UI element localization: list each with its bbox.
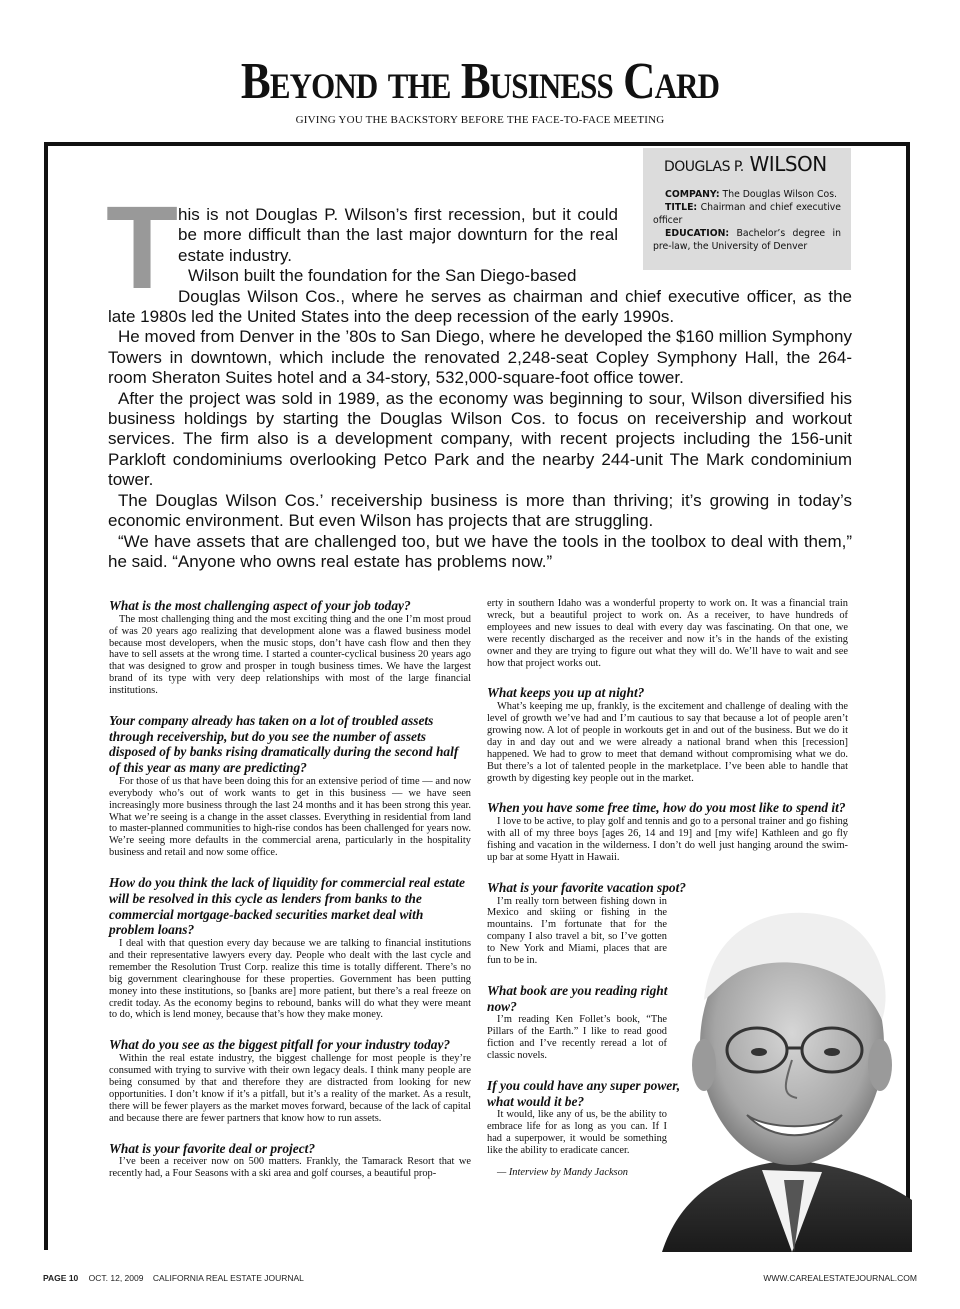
masthead-tagline: GIVING YOU THE BACKSTORY BEFORE THE FACE-TO-FACE MEETING (295, 114, 665, 126)
answer: Within the real estate industry, the biggest challenge for most people is they’re consumed with trying to survive with their own legacy deals. I think many people are being consumed by that and therefore they are distracted from looking for new opportunities. I don’t know if it’s a pitfall, but it’s a reality of the market. As a result, there will be fewer players as the market moves forward, because of the lack of capital and because there are fewer partners that know how to run assets. (109, 1053, 471, 1124)
profile-education: Bachelor’s degree in pre-law, the University of Denver (653, 228, 841, 252)
question: What keeps you up at night? (487, 685, 645, 701)
intro-paragraph: Douglas Wilson Cos., where he serves as chairman and chief executive officer, as the late 1980s led the United States into the deep recession of the early 1990s. (108, 286, 852, 327)
question: What do you see as the biggest pitfall for your industry today? (109, 1037, 451, 1053)
answer: I’ve been a receiver now on 500 matters. Frankly, the Tamarack Resort that we recently had, a Four Seasons with a ski area and golf courses, a beautiful prop- (109, 1156, 471, 1180)
profile-name: DOUGLAS P. WILSON (664, 152, 827, 176)
byline: — Interview by Mandy Jackson (497, 1167, 628, 1179)
intro-text (108, 205, 852, 572)
masthead (0, 52, 960, 126)
question: When you have some free time, how do you most like to spend it? (487, 800, 846, 816)
intro-paragraph: his is not Douglas P. Wilson’s first recession, but it could be more difficult than the last major downturn for the real estate industry. (178, 205, 618, 265)
portrait-photo (642, 880, 912, 1252)
question: What is your favorite vacation spot? (487, 879, 687, 895)
intro-paragraph: He moved from Denver in the ’80s to San Diego, where he developed the $160 million Symphony Towers in downtown, which include the renovated 2,248-seat Copley Symphony Hall, the 264-room Sheraton Suites hotel and a 34-story, 532,000-square-foot office tower. (108, 327, 852, 388)
issue-date: OCT. 12, 2009 (88, 1273, 144, 1283)
answer: For those of us that have been doing this for an extensive period of time — and now everybody who’s out of work wants to get in this business — we have seen increasingly more business through the last 24 months and it has been strong this year. What we’re seeing is a change in the asset classes. Everything in residential from land to master-planned communities to high-rise condos has been challenged for years now. We’re seeing more defaults in the commercial arena, particularly in the hospitality business and retail and now some office. (109, 775, 471, 859)
masthead-title: Beyond the Business Card (240, 53, 720, 110)
page-footer (43, 1273, 917, 1287)
question: If you could have any super power, what would it be? (487, 1077, 681, 1109)
answer: I’m really torn between fishing down in Mexico and skiing or fishing in the mountains. I’m fortunate that for the company I also travel a bit, so I’ve gotten to New York and Miami, places that are fun to be in. (487, 895, 667, 967)
profile-title: Chairman and chief executive officer (653, 202, 841, 226)
profile-company: The Douglas Wilson Cos. (722, 189, 838, 200)
intro-paragraph: “We have assets that are challenged too, but we have the tools in the toolbox to deal with them,” he said. “Anyone who owns real estate has problems now.” (108, 531, 852, 571)
question: Your company already has taken on a lot of troubled assets through receivership, but do you see the number of assets disposed of by banks rising dramatically during the second half of this year as many are predicting? (109, 713, 459, 776)
answer: The most challenging thing and the most exciting thing and the one I’m most proud of was 20 years ago realizing that development alone was a flawed business model because most developers, when the music stops, don’t have cash flow and then they have to sell assets at the wrong time. I started a counter-cyclical business 20 years ago that was designed to grow and prosper in tough business times. We have the largest brand of its type with very deep relationships with most of the large financial institutions. (109, 613, 471, 697)
answer: I love to be active, to play golf and tennis and go to a personal trainer and go fishing with all of my three boys [ages 26, 14 and 19] and [my wife] Kathleen and go fly fishing and vacation in the wilderness. I don’t do well just hanging around the swim-up bar at some Hyatt in Hawaii. (487, 816, 848, 863)
question: How do you think the lack of liquidity for commercial real estate will be resolved in this cycle as lenders from banks to the commercial mortgage-backed securities market deal with problem loans? (109, 875, 465, 938)
answer: I deal with that question every day because we are talking to financial institutions and their representative lawyers every day. People who dealt with the last cycle and remember the Resolution Trust Corp. realize this time is totally different. There’s no big government clearinghouse for these properties. Government has been putting money into these institutions, so [banks are] more patient, but there’s a real freeze on credit today. As the economy begins to rebound, banks will do what they were meant to do, which is lend money, because that’s how they make money. (109, 938, 471, 1021)
qa-column-left (109, 598, 471, 1196)
intro-paragraph: The Douglas Wilson Cos.’ receivership business is more than thriving; it’s growing in today’s economic environment. But even Wilson has projects that are struggling. (108, 490, 852, 531)
answer: I’m reading Ken Follet’s book, “The Pillars of the Earth.” I like to read good fiction and I’ve recently reread a lot of classic novels. (487, 1014, 667, 1062)
answer: erty in southern Idaho was a wonderful property to work on. It was a financial train wreck, but a beautiful project to work on. As a receiver, to have hundreds of employees and new issues to deal with every day was fascinating. On that one, we were recently discharged as the receiver and now it’s in the hands of the existing owner and they are trying to figure out what they will do. We’ll have to wait and see how that project works out. (487, 598, 848, 669)
question: What book are you reading right now? (487, 982, 668, 1014)
page-number: PAGE 10 (43, 1273, 79, 1283)
intro-paragraph: Wilson built the foundation for the San Diego-based (188, 266, 577, 286)
question: What is your favorite deal or project? (109, 1140, 316, 1156)
drop-cap: T (106, 182, 179, 314)
question: What is the most challenging aspect of your job today? (109, 598, 411, 613)
answer: What’s keeping me up, frankly, is the excitement and challenge of dealing with the level of growth we’ve had and I’m cautious to say that because a lot of people aren’t growing now. A lot of people in workouts get in and out of the business. But we do it day in and day out and we were already a national brand when this [recession] happened. We had to grow to meet that demand without compromising what we do. But there’s a lot of talented people in the marketplace. I’ve been able to handle that growth by digesting key people out in the market. (487, 701, 848, 784)
intro-paragraph: After the project was sold in 1989, as the economy was beginning to sour, Wilson diversified his business holdings by starting the Douglas Wilson Cos. to focus on receivership and workout services. The firm also is a development company, with recent projects including the 156-unit Parkloft condominiums overlooking Petco Park and the nearby 244-unit The Mark condominium tower. (108, 388, 852, 490)
publication-name: CALIFORNIA REAL ESTATE JOURNAL (152, 1273, 304, 1283)
profile-info: COMPANY: The Douglas Wilson Cos. TITLE: Chairman and chief executive officer EDUCATION: Bachelor’s degree in pre-law, the University of Denver (653, 189, 841, 252)
answer: It would, like any of us, be the ability to embrace life for as long as you can. If I had a superpower, it would be something like the ability to eradicate cancer. (487, 1109, 667, 1157)
website-url: WWW.CAREALESTATEJOURNAL.COM (763, 1273, 917, 1283)
